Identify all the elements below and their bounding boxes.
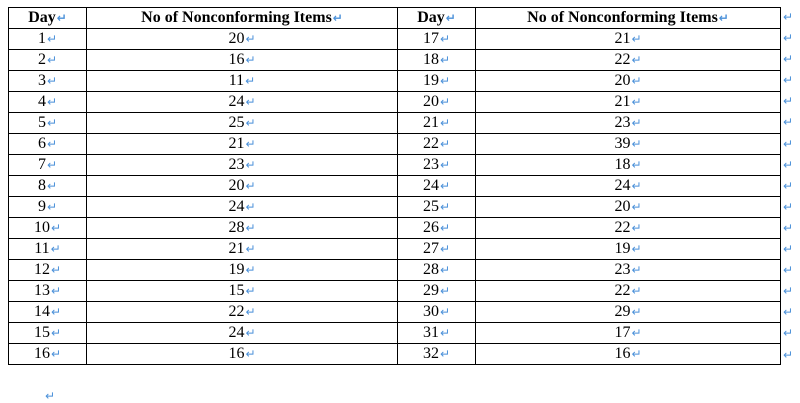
paragraph-mark-icon: ↵: [46, 53, 58, 67]
end-of-row-mark-icon: ↵: [783, 115, 794, 130]
paragraph-mark-icon: ↵: [50, 284, 62, 298]
items-cell[interactable]: 19↵: [476, 239, 781, 260]
paragraph-mark-icon: ↵: [439, 200, 451, 214]
items-cell[interactable]: 24↵: [476, 176, 781, 197]
paragraph-mark-icon: ↵: [439, 179, 451, 193]
end-of-row-mark-icon: ↵: [783, 52, 794, 67]
items-cell[interactable]: 22↵: [87, 302, 398, 323]
table-row: [9, 218, 781, 239]
paragraph-mark-icon: ↵: [631, 347, 642, 361]
header-cell-items-1[interactable]: No of Nonconforming Items↵: [87, 8, 398, 29]
paragraph-mark-icon: ↵: [439, 74, 451, 88]
items-cell[interactable]: 20↵: [87, 29, 398, 50]
paragraph-mark-icon: ↵: [439, 53, 451, 67]
items-cell[interactable]: 11↵: [87, 71, 398, 92]
paragraph-mark-icon: ↵: [50, 221, 62, 235]
end-of-row-mark-icon: ↵: [783, 284, 794, 299]
header-cell-day-1[interactable]: Day↵: [9, 8, 87, 29]
paragraph-mark-icon: ↵: [631, 179, 642, 193]
paragraph-mark-icon: ↵: [46, 74, 58, 88]
paragraph-mark-icon: ↵: [439, 221, 451, 235]
day-cell[interactable]: 3↵: [9, 71, 87, 92]
day-cell[interactable]: 13↵: [9, 281, 87, 302]
table-body: [9, 8, 781, 365]
items-cell[interactable]: 20↵: [476, 71, 781, 92]
table-row: [9, 302, 781, 323]
day-cell[interactable]: 28↵: [398, 260, 476, 281]
paragraph-mark-icon: ↵: [245, 53, 256, 67]
paragraph-mark-icon: ↵: [46, 179, 58, 193]
day-cell[interactable]: 9↵: [9, 197, 87, 218]
paragraph-mark-icon: ↵: [631, 95, 642, 109]
paragraph-mark-icon: ↵: [631, 242, 642, 256]
paragraph-mark-icon: ↵: [46, 95, 58, 109]
paragraph-mark-icon: ↵: [439, 242, 451, 256]
paragraph-mark-icon: ↵: [631, 158, 642, 172]
paragraph-mark-icon: ↵: [439, 326, 451, 340]
items-cell[interactable]: 24↵: [87, 323, 398, 344]
table-row: [9, 323, 781, 344]
items-cell[interactable]: 16↵: [87, 50, 398, 71]
items-cell[interactable]: 21↵: [87, 239, 398, 260]
paragraph-mark-icon: ↵: [631, 284, 642, 298]
items-cell[interactable]: 23↵: [476, 260, 781, 281]
header-row: [9, 8, 781, 29]
paragraph-mark-icon: ↵: [245, 74, 256, 88]
items-cell[interactable]: 20↵: [476, 197, 781, 218]
day-cell[interactable]: 24↵: [398, 176, 476, 197]
day-cell[interactable]: 8↵: [9, 176, 87, 197]
day-cell[interactable]: 22↵: [398, 134, 476, 155]
table-row: [9, 176, 781, 197]
day-cell[interactable]: 6↵: [9, 134, 87, 155]
table-row: [9, 92, 781, 113]
end-of-row-mark-icon: ↵: [783, 31, 794, 46]
items-cell[interactable]: 20↵: [87, 176, 398, 197]
paragraph-mark-icon: ↵: [439, 284, 451, 298]
paragraph-mark-icon: ↵: [245, 347, 256, 361]
day-cell[interactable]: 15↵: [9, 323, 87, 344]
paragraph-mark-icon: ↵: [245, 221, 256, 235]
day-cell[interactable]: 12↵: [9, 260, 87, 281]
day-cell[interactable]: 19↵: [398, 71, 476, 92]
end-of-row-mark-icon: ↵: [783, 178, 794, 193]
paragraph-mark-icon: ↵: [631, 53, 642, 67]
table-row: [9, 197, 781, 218]
day-cell[interactable]: 5↵: [9, 113, 87, 134]
items-cell[interactable]: 23↵: [87, 155, 398, 176]
paragraph-mark-icon: ↵: [631, 74, 642, 88]
items-cell[interactable]: 16↵: [476, 344, 781, 365]
paragraph-mark-icon: ↵: [631, 116, 642, 130]
paragraph-mark-icon: ↵: [46, 158, 58, 172]
document-page: [8, 7, 781, 365]
paragraph-mark-icon: ↵: [631, 137, 642, 151]
items-cell[interactable]: 17↵: [476, 323, 781, 344]
end-of-row-mark-icon: ↵: [783, 199, 794, 214]
day-cell[interactable]: 31↵: [398, 323, 476, 344]
items-cell[interactable]: 16↵: [87, 344, 398, 365]
day-cell[interactable]: 21↵: [398, 113, 476, 134]
paragraph-mark-icon: ↵: [718, 11, 729, 25]
day-cell[interactable]: 2↵: [9, 50, 87, 71]
paragraph-mark-icon: ↵: [332, 11, 343, 25]
end-of-row-mark-icon: ↵: [783, 326, 794, 341]
items-cell[interactable]: 39↵: [476, 134, 781, 155]
paragraph-mark-icon: ↵: [245, 305, 256, 319]
day-cell[interactable]: 27↵: [398, 239, 476, 260]
paragraph-mark-icon: ↵: [245, 95, 256, 109]
end-of-row-mark-icon: ↵: [783, 157, 794, 172]
paragraph-mark-icon: ↵: [50, 326, 62, 340]
end-of-row-mark-icon: ↵: [783, 10, 794, 24]
day-cell[interactable]: 1↵: [9, 29, 87, 50]
table-row: [9, 155, 781, 176]
paragraph-mark-icon: ↵: [631, 326, 642, 340]
day-cell[interactable]: 25↵: [398, 197, 476, 218]
day-cell[interactable]: 11↵: [9, 239, 87, 260]
items-cell[interactable]: 19↵: [87, 260, 398, 281]
header-cell-items-2[interactable]: No of Nonconforming Items↵: [476, 8, 781, 29]
day-cell[interactable]: 32↵: [398, 344, 476, 365]
items-cell[interactable]: 21↵: [476, 92, 781, 113]
end-of-row-mark-icon: ↵: [783, 73, 794, 88]
paragraph-mark-icon: ↵: [245, 32, 256, 46]
end-of-row-mark-icon: ↵: [783, 94, 794, 109]
items-cell[interactable]: 15↵: [87, 281, 398, 302]
paragraph-mark-icon: ↵: [439, 95, 451, 109]
table-row: [9, 29, 781, 50]
header-cell-day-2[interactable]: Day↵: [398, 8, 476, 29]
end-of-row-mark-icon: ↵: [783, 263, 794, 278]
nonconforming-items-table: [8, 7, 781, 365]
items-cell[interactable]: 21↵: [476, 29, 781, 50]
day-cell[interactable]: 23↵: [398, 155, 476, 176]
day-cell[interactable]: 18↵: [398, 50, 476, 71]
paragraph-mark-icon: ↵: [50, 242, 61, 256]
paragraph-mark-icon: ↵: [50, 305, 62, 319]
paragraph-mark-icon: ↵: [46, 200, 58, 214]
paragraph-mark-icon: ↵: [631, 221, 642, 235]
paragraph-mark-icon: ↵: [631, 32, 642, 46]
day-cell[interactable]: 10↵: [9, 218, 87, 239]
table-row: [9, 134, 781, 155]
paragraph-mark-icon: ↵: [439, 263, 451, 277]
items-cell[interactable]: 28↵: [87, 218, 398, 239]
paragraph-mark-icon: ↵: [245, 263, 256, 277]
paragraph-mark-icon: ↵: [439, 137, 451, 151]
items-cell[interactable]: 18↵: [476, 155, 781, 176]
paragraph-mark-icon: ↵: [46, 32, 58, 46]
items-cell[interactable]: 22↵: [476, 281, 781, 302]
day-cell[interactable]: 17↵: [398, 29, 476, 50]
paragraph-mark-icon: ↵: [245, 242, 256, 256]
end-of-row-mark-icon: ↵: [783, 220, 794, 235]
paragraph-mark-icon: ↵: [445, 11, 456, 25]
paragraph-mark-icon: ↵: [245, 116, 256, 130]
day-cell[interactable]: 20↵: [398, 92, 476, 113]
items-cell[interactable]: 23↵: [476, 113, 781, 134]
paragraph-mark-icon: ↵: [631, 263, 642, 277]
paragraph-mark-icon: ↵: [56, 11, 67, 25]
paragraph-mark-icon: ↵: [439, 116, 451, 130]
paragraph-mark-icon: ↵: [245, 137, 256, 151]
end-of-row-mark-icon: ↵: [783, 305, 794, 320]
items-cell[interactable]: 24↵: [87, 197, 398, 218]
end-of-row-marks: [782, 7, 793, 366]
table-row: [9, 260, 781, 281]
paragraph-mark-icon: ↵: [245, 284, 256, 298]
paragraph-mark-icon: ↵: [439, 158, 451, 172]
paragraph-mark-icon: ↵: [631, 305, 642, 319]
items-cell[interactable]: 21↵: [87, 134, 398, 155]
table-row: [9, 281, 781, 302]
end-of-row-mark-icon: ↵: [783, 347, 794, 362]
paragraph-mark-icon: ↵: [439, 347, 451, 361]
end-of-row-mark-icon: ↵: [783, 136, 794, 151]
items-cell[interactable]: 22↵: [476, 50, 781, 71]
paragraph-mark-icon: ↵: [45, 389, 56, 403]
table-row: [9, 71, 781, 92]
paragraph-mark-icon: ↵: [631, 200, 642, 214]
end-of-row-mark-icon: ↵: [783, 242, 794, 257]
paragraph-mark-icon: ↵: [50, 347, 62, 361]
items-cell[interactable]: 29↵: [476, 302, 781, 323]
day-cell[interactable]: 16↵: [9, 344, 87, 365]
table-row: [9, 239, 781, 260]
day-cell[interactable]: 7↵: [9, 155, 87, 176]
day-cell[interactable]: 4↵: [9, 92, 87, 113]
paragraph-mark-icon: ↵: [245, 158, 256, 172]
paragraph-mark-icon: ↵: [50, 263, 62, 277]
day-cell[interactable]: 29↵: [398, 281, 476, 302]
paragraph-mark-icon: ↵: [245, 179, 256, 193]
paragraph-mark-icon: ↵: [439, 305, 451, 319]
day-cell[interactable]: 26↵: [398, 218, 476, 239]
items-cell[interactable]: 25↵: [87, 113, 398, 134]
day-cell[interactable]: 30↵: [398, 302, 476, 323]
items-cell[interactable]: 24↵: [87, 92, 398, 113]
paragraph-mark-icon: ↵: [46, 137, 58, 151]
day-cell[interactable]: 14↵: [9, 302, 87, 323]
items-cell[interactable]: 22↵: [476, 218, 781, 239]
table-row: [9, 344, 781, 365]
paragraph-mark-icon: ↵: [46, 116, 58, 130]
paragraph-mark-icon: ↵: [245, 200, 256, 214]
paragraph-mark-icon: ↵: [245, 326, 256, 340]
table-row: [9, 50, 781, 71]
paragraph-mark-icon: ↵: [439, 32, 451, 46]
table-row: [9, 113, 781, 134]
